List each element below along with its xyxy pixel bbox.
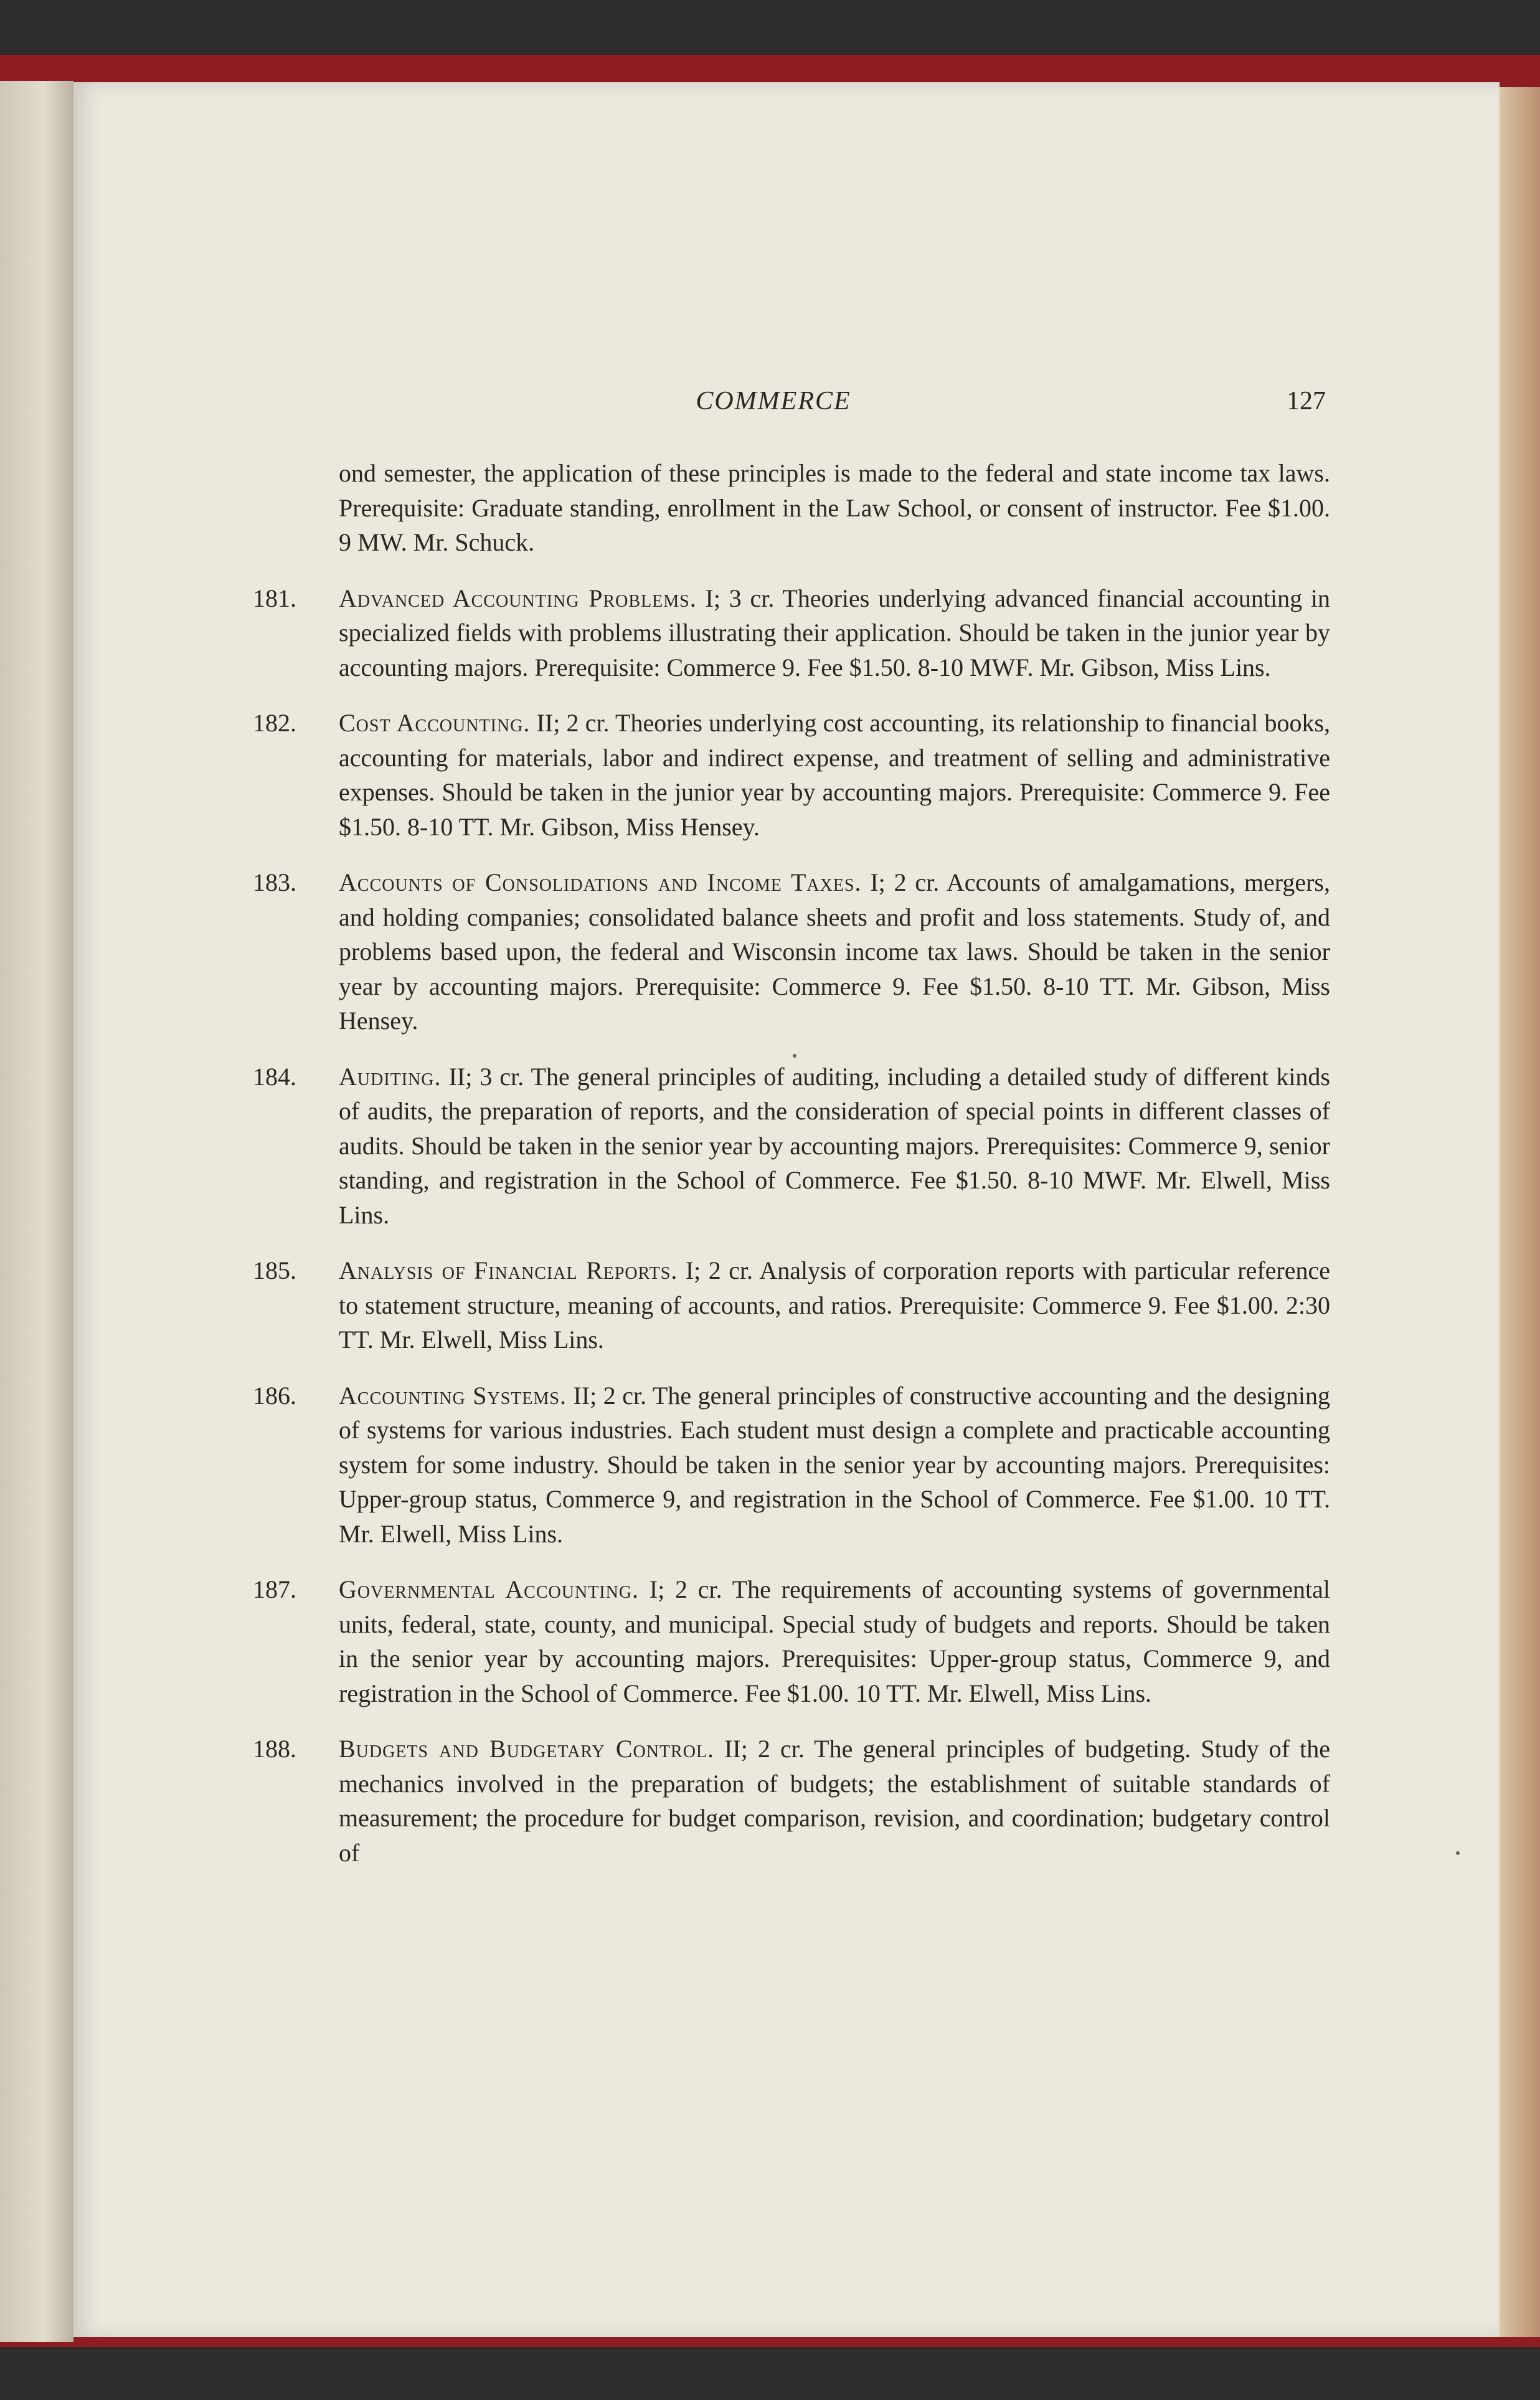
course-number: 181.: [253, 584, 296, 612]
course-title: Advanced Accounting Problems.: [339, 584, 697, 612]
page-number: 127: [1287, 387, 1326, 415]
book-page: [73, 82, 1500, 2337]
course-entry-182: [253, 706, 1330, 844]
course-description: II; 3 cr. The general principles of auditing, including a detailed study of different kinds of audits, the preparation of reports, and the consideration of special points in different classes of audits. Should be taken in the senior year by accounting majors. Prerequisites: Commerce 9, senior standing, and registration in the School of Commerce. Fee $1.50. 8-10 MWF. Mr. Elwell, Miss Lins.: [339, 1062, 1331, 1229]
course-description: I; 3 cr. Theories underlying advanced financial accounting in specialized fields with problems illustrating their application. Should be taken in the junior year by accounting majors. Prerequisite: Commerce 9. Fee $1.50. 8-10 MWF. Mr. Gibson, Miss Lins.: [339, 584, 1330, 681]
course-description: II; 2 cr. The general principles of budgeting. Study of the mechanics involved in the preparation of budgets; the establishment of suitable standards of measurement; the procedure for budget comparison, revision, and coordination; budgetary control of: [339, 1735, 1330, 1867]
course-number: 185.: [253, 1256, 296, 1284]
facing-page-edge: [0, 81, 73, 2342]
continued-paragraph: ond semester, the application of these principles is made to the federal and state income tax laws. Prerequisite: Graduate standing, enrollment in the Law School, or consent of instructor. Fee $1.00. 9 MW. Mr. Schuck.: [339, 459, 1330, 556]
course-number: 184.: [253, 1062, 296, 1091]
course-title: Governmental Accounting.: [339, 1575, 640, 1603]
running-head: COMMERCE: [696, 387, 851, 415]
course-entry-185: [253, 1253, 1330, 1357]
paper-speck: [793, 1054, 796, 1058]
page-header: [73, 386, 1500, 417]
course-title: Accounts of Consolidations and Income Taxes.: [339, 868, 862, 896]
course-entry-184: [253, 1060, 1330, 1233]
course-description: I; 2 cr. Accounts of amalgamations, mergers, and holding companies; consolidated balance sheets and profit and loss statements. Study of, and problems based upon, the federal and Wisconsin income tax laws. Should be taken in the senior year by accounting majors. Prerequisite: Commerce 9. Fee $1.50. 8-10 TT. Mr. Gibson, Miss Hensey.: [339, 868, 1331, 1035]
course-entry-181: [253, 581, 1330, 685]
course-number: 182.: [253, 709, 296, 737]
course-entry-186: [253, 1378, 1330, 1552]
course-entry-183: [253, 865, 1330, 1038]
course-entry-188: [253, 1732, 1330, 1870]
course-number: 183.: [253, 868, 296, 896]
course-description: II; 2 cr. Theories underlying cost accounting, its relationship to financial books, accounting for materials, labor and indirect expense, and treatment of selling and administrative expenses. Should be taken in the junior year by accounting majors. Prerequisite: Commerce 9. Fee $1.50. 8-10 TT. Mr. Gibson, Miss Hensey.: [339, 709, 1331, 841]
course-title: Accounting Systems.: [339, 1381, 567, 1410]
course-number: 187.: [253, 1575, 296, 1603]
page-stack-edge: [1500, 87, 1540, 2337]
course-title: Analysis of Financial Reports.: [339, 1256, 678, 1284]
course-description: II; 2 cr. The general principles of constructive accounting and the designing of systems for various industries. Each student must design a complete and practicable accounting system for some industry. Should be taken in the senior year by accounting majors. Prerequisites: Upper-group status, Commerce 9, and registration in the School of Commerce. Fee $1.00. 10 TT. Mr. Elwell, Miss Lins.: [339, 1381, 1331, 1548]
course-listing: [253, 456, 1330, 1891]
course-description: I; 2 cr. Analysis of corporation reports with particular reference to statement structure, meaning of accounts, and ratios. Prerequisite: Commerce 9. Fee $1.00. 2:30 TT. Mr. Elwell, Miss Lins.: [339, 1256, 1331, 1354]
course-title: Auditing.: [339, 1062, 442, 1091]
course-description: I; 2 cr. The requirements of accounting systems of governmental units, federal, state, county, and municipal. Special study of budgets and reports. Should be taken in the senior year by accounting majors. Prerequisites: Upper-group status, Commerce 9, and registration in the School of Commerce. Fee $1.00. 10 TT. Mr. Elwell, Miss Lins.: [339, 1575, 1330, 1707]
course-title: Cost Accounting.: [339, 709, 531, 737]
course-number: 186.: [253, 1381, 296, 1410]
paper-speck: [1456, 1851, 1460, 1855]
course-title: Budgets and Budgetary Control.: [339, 1735, 715, 1763]
course-entry-187: [253, 1572, 1330, 1710]
course-number: 188.: [253, 1735, 296, 1763]
